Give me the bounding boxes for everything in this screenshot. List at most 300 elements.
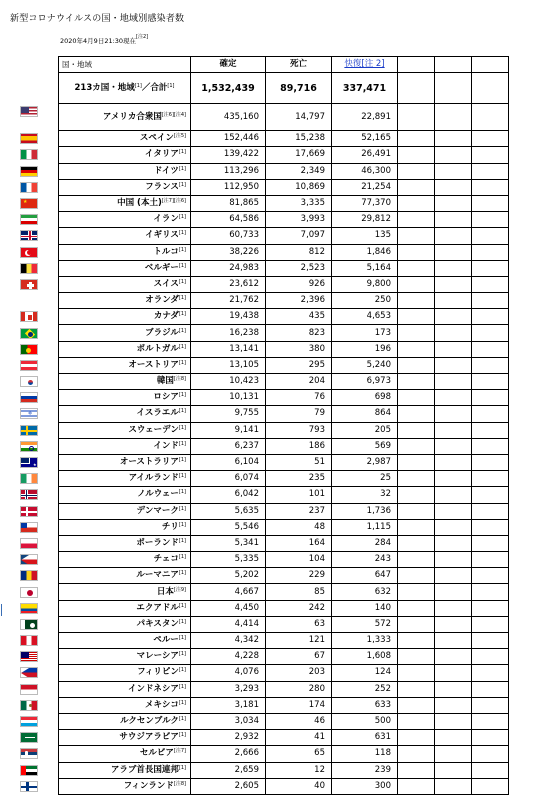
cell-confirmed: 3,034 [191,713,266,729]
empty-cell [472,212,509,228]
cell-deaths: 242 [266,600,332,616]
flag-icon [20,182,38,193]
footnote-ref[interactable]: [1] [178,181,186,188]
country-label[interactable]: ペルー [153,635,179,646]
cell-confirmed: 4,450 [191,600,266,616]
country-name [59,293,191,309]
footnote-ref[interactable]: [1] [178,230,186,237]
cell-recovered: 239 [332,762,398,778]
empty-cell [398,357,435,373]
footnote-ref[interactable]: [1] [178,457,186,464]
empty-cell [472,454,509,470]
table-row [59,357,509,373]
cell-recovered: 864 [332,406,398,422]
flag-icon [20,106,38,117]
country-label[interactable]: オーストラリア [119,457,179,468]
footnote-ref[interactable]: [1] [178,408,186,415]
empty-cell [472,568,509,584]
footnote-ref[interactable]: [1] [178,764,186,771]
empty-cell [472,487,509,503]
empty-cell [398,616,435,632]
cell-deaths: 48 [266,519,332,535]
cell-recovered: 1,608 [332,649,398,665]
country-label[interactable]: ロシア [153,392,179,403]
footnote-ref[interactable]: [1] [178,246,186,253]
table-row [59,454,509,470]
total-row [59,73,509,104]
cell-recovered: 500 [332,713,398,729]
empty-cell [398,697,435,713]
total-confirmed: 1,532,439 [191,73,266,104]
flag-detail [28,315,32,320]
footnote-ref[interactable]: [1] [178,732,186,739]
cell-recovered: 205 [332,422,398,438]
country-label[interactable]: オランダ [145,295,179,306]
footnote-ref[interactable]: [1] [178,667,186,674]
cell-deaths: 12 [266,762,332,778]
flag-icon [20,311,38,322]
footnote-ref[interactable]: [1] [178,327,186,334]
footnote-ref[interactable]: [注8] [173,376,186,383]
page-title: 新型コロナウイルスの国・地域別感染者数 [10,14,185,24]
cell-deaths: 174 [266,697,332,713]
table-row [59,341,509,357]
cell-recovered: 250 [332,293,398,309]
infection-table [58,56,509,795]
footnote-ref[interactable]: [1] [178,537,186,544]
total-note-1[interactable]: [1] [134,83,142,90]
country-label[interactable]: スイス [153,278,179,289]
empty-cell [472,147,509,163]
table-row [59,179,509,195]
country-label[interactable]: セルビア [139,748,174,759]
header-empty-2 [435,57,472,73]
table-row [59,422,509,438]
country-label[interactable]: アラブ首長国連邦 [110,764,179,775]
cell-recovered: 21,254 [332,179,398,195]
empty-cell [435,568,472,584]
empty-cell [398,104,435,131]
empty-cell [398,244,435,260]
cell-deaths: 85 [266,584,332,600]
empty-cell [435,487,472,503]
table-row [59,374,509,390]
cell-confirmed: 9,755 [191,406,266,422]
empty-cell [398,568,435,584]
flag-icon [20,214,38,225]
cell-deaths: 235 [266,471,332,487]
cell-confirmed: 10,131 [191,390,266,406]
flag-detail [21,766,26,776]
empty-cell [472,195,509,211]
country-label[interactable]: サウジアラビア [119,732,179,743]
cell-deaths: 204 [266,374,332,390]
empty-cell [435,390,472,406]
cell-confirmed: 5,635 [191,503,266,519]
empty-cell [435,762,472,778]
empty-cell [398,341,435,357]
flag-detail [28,332,33,337]
flag-icon [20,344,38,355]
empty-cell [398,195,435,211]
empty-cell [398,487,435,503]
footnote-ref[interactable]: [1] [178,424,186,431]
table-row [59,503,509,519]
total-suffix: ／合計 [141,83,168,94]
cell-confirmed: 4,414 [191,616,266,632]
flag-detail [29,446,34,451]
footnote-ref[interactable]: [1] [178,149,186,156]
table-row [59,163,509,179]
cell-deaths: 104 [266,552,332,568]
country-name [59,309,191,325]
footnote-ref[interactable]: [1] [178,602,186,609]
empty-cell [472,228,509,244]
empty-cell [398,276,435,292]
flag-icon [20,700,38,711]
flag-detail [27,250,32,255]
footnote-ref[interactable]: [1] [178,651,186,658]
country-label[interactable]: チェコ [153,554,179,565]
cell-recovered: 26,491 [332,147,398,163]
country-label[interactable]: カナダ [153,311,179,322]
cell-recovered: 243 [332,552,398,568]
empty-cell [398,471,435,487]
footnote-ref[interactable]: [注6][注4] [161,111,186,118]
country-label[interactable]: ルクセンブルク [120,716,179,727]
cell-recovered: 569 [332,438,398,454]
footnote-ref[interactable]: [1] [178,295,186,302]
footnote-ref[interactable]: [1] [178,716,186,723]
country-name [59,357,191,373]
flag-icon [20,667,38,678]
flag-detail [21,668,29,678]
cell-deaths: 812 [266,244,332,260]
empty-cell [398,212,435,228]
flag-detail [27,590,33,596]
footnote-ref[interactable]: [注5] [173,133,186,140]
footnote-ref[interactable]: [1] [178,635,186,642]
cell-confirmed: 113,296 [191,163,266,179]
date-stamp [60,36,148,45]
cell-recovered: 6,973 [332,374,398,390]
header-country[interactable]: 国・地域 [59,57,191,73]
empty-cell [398,649,435,665]
empty-cell [398,73,435,104]
total-label [59,73,191,104]
table-row [59,600,509,616]
flag-detail [21,555,29,565]
empty-cell [435,519,472,535]
table-row [59,260,509,276]
country-label[interactable]: スペイン [139,133,174,144]
cell-deaths: 14,797 [266,104,332,131]
footnote-ref[interactable]: [1] [178,392,186,399]
empty-cell [435,357,472,373]
footnote-ref[interactable]: [1] [178,489,186,496]
flag-detail [28,380,33,385]
country-name [59,535,191,551]
cell-recovered: 9,800 [332,276,398,292]
footnote-ref[interactable]: [1] [178,505,186,512]
country-label[interactable]: ポルトガル [136,343,179,354]
empty-cell [472,131,509,147]
flag-icon [20,198,38,209]
footnote-ref[interactable]: [1] [178,473,186,480]
footnote-ref[interactable]: [1] [178,343,186,350]
cell-recovered: 25 [332,471,398,487]
flag-detail [26,348,31,353]
country-label[interactable]: トルコ [153,246,179,257]
empty-cell [435,730,472,746]
flag-icon [20,554,38,565]
cell-deaths: 793 [266,422,332,438]
country-name [59,600,191,616]
country-label[interactable]: 中国 (本土) [117,198,162,209]
footnote-ref[interactable]: [1] [178,214,186,221]
table-row [59,406,509,422]
total-note-2[interactable]: [1] [167,83,175,90]
country-name [59,519,191,535]
date-note: [注2] [136,34,149,40]
flag-icon [20,651,38,662]
flag-icon [20,328,38,339]
empty-cell [472,293,509,309]
country-name [59,438,191,454]
country-name [59,212,191,228]
cell-confirmed: 435,160 [191,104,266,131]
empty-cell [435,584,472,600]
cell-confirmed: 9,141 [191,422,266,438]
empty-cell [472,730,509,746]
cell-confirmed: 19,438 [191,309,266,325]
empty-cell [472,163,509,179]
header-deaths[interactable]: 死亡 [266,57,332,73]
cell-deaths: 41 [266,730,332,746]
cell-deaths: 79 [266,406,332,422]
empty-cell [435,325,472,341]
flag-icon [20,506,38,517]
country-name [59,552,191,568]
empty-cell [398,730,435,746]
country-name [59,228,191,244]
cell-confirmed: 16,238 [191,325,266,341]
empty-cell [398,325,435,341]
empty-cell [398,633,435,649]
flag-icon [20,149,38,160]
country-label[interactable]: デンマーク [136,505,179,516]
country-label[interactable]: ポーランド [136,537,179,548]
flag-detail [27,284,34,287]
footnote-ref[interactable]: [1] [178,570,186,577]
cell-deaths: 76 [266,390,332,406]
table-row [59,131,509,147]
cell-recovered: 52,165 [332,131,398,147]
flag-detail [21,430,38,432]
empty-cell [472,357,509,373]
cell-deaths: 380 [266,341,332,357]
flag-icon [20,765,38,776]
empty-cell [398,681,435,697]
country-label[interactable]: フィリピン [137,667,179,678]
cell-deaths: 51 [266,454,332,470]
cell-confirmed: 24,983 [191,260,266,276]
flag-detail: ★ [33,462,37,468]
cell-confirmed: 38,226 [191,244,266,260]
country-label[interactable]: インドネシア [127,683,179,694]
empty-cell [435,616,472,632]
footnote-ref[interactable]: [1] [178,521,186,528]
empty-cell [435,163,472,179]
country-name [59,454,191,470]
footnote-ref[interactable]: [1] [178,440,186,447]
flag-icon [20,489,38,500]
table-row [59,535,509,551]
footnote-ref[interactable]: [注7] [173,748,186,755]
cell-recovered: 77,370 [332,195,398,211]
empty-cell [472,584,509,600]
table-row [59,244,509,260]
country-label[interactable]: スウェーデン [128,424,179,435]
header-recovered-link[interactable]: 快復[注 2] [332,57,398,73]
footnote-ref[interactable]: [1] [178,554,186,561]
cell-deaths: 121 [266,633,332,649]
country-name [59,778,191,794]
header-empty-1 [398,57,435,73]
footnote-ref[interactable]: [1] [178,262,186,269]
flag-icon [20,392,38,403]
header-row [59,57,509,73]
flag-icon [20,425,38,436]
empty-cell [472,600,509,616]
flag-detail [21,511,38,513]
cell-deaths: 823 [266,325,332,341]
country-label[interactable]: ベルギー [144,262,179,273]
country-label[interactable]: ドイツ [153,165,179,176]
flag-icon [20,587,38,598]
cell-recovered: 284 [332,535,398,551]
flag-icon [20,538,38,549]
cell-recovered: 252 [332,681,398,697]
empty-cell [435,276,472,292]
cell-recovered: 5,164 [332,260,398,276]
country-label[interactable]: エクアドル [136,602,179,613]
cell-deaths: 3,335 [266,195,332,211]
empty-cell [472,244,509,260]
header-confirmed[interactable]: 確定 [191,57,266,73]
country-label[interactable]: 日本 [156,586,174,597]
footnote-ref[interactable]: [注7][注6] [161,198,186,205]
country-label[interactable]: ルーマニア [136,570,179,581]
empty-cell [472,260,509,276]
country-label[interactable]: チリ [161,521,179,532]
table-row [59,276,509,292]
cell-recovered: 196 [332,341,398,357]
empty-cell [398,131,435,147]
country-label[interactable]: インド [153,440,179,451]
cell-deaths: 17,669 [266,147,332,163]
country-label[interactable]: ブラジル [145,327,179,338]
footnote-ref[interactable]: [1] [178,618,186,625]
empty-cell [472,341,509,357]
empty-cell [472,535,509,551]
flag-icon [20,781,38,792]
cell-confirmed: 4,667 [191,584,266,600]
empty-cell [435,406,472,422]
footnote-ref[interactable]: [1] [178,683,186,690]
country-label[interactable]: イスラエル [136,408,179,419]
empty-cell [398,746,435,762]
country-label[interactable]: オーストリア [128,359,179,370]
cell-deaths: 63 [266,616,332,632]
flag-icon [20,457,38,468]
empty-cell [398,552,435,568]
empty-cell [472,665,509,681]
country-label[interactable]: メキシコ [144,699,179,710]
country-label[interactable]: イラン [153,214,179,225]
cell-deaths: 40 [266,778,332,794]
country-label[interactable]: イタリア [144,149,179,160]
cell-confirmed: 13,141 [191,341,266,357]
footnote-ref[interactable]: [1] [178,311,186,318]
country-name [59,131,191,147]
empty-cell [472,325,509,341]
empty-cell [472,697,509,713]
country-label[interactable]: イギリス [145,230,179,241]
cell-confirmed: 6,104 [191,454,266,470]
flag-icon [20,166,38,177]
cell-recovered: 633 [332,697,398,713]
country-name [59,260,191,276]
empty-cell [472,746,509,762]
cell-recovered: 32 [332,487,398,503]
country-label[interactable]: アイルランド [128,473,179,484]
country-name [59,325,191,341]
empty-cell [398,228,435,244]
country-name [59,374,191,390]
country-label[interactable]: ノルウェー [137,489,179,500]
country-label[interactable]: フィンランド [123,780,174,791]
flag-icon [20,247,38,258]
cell-deaths: 65 [266,746,332,762]
empty-cell [398,600,435,616]
country-name [59,179,191,195]
empty-cell [398,374,435,390]
country-label[interactable]: マレーシア [136,651,179,662]
empty-cell [398,503,435,519]
footnote-ref[interactable]: [1] [178,359,186,366]
footnote-ref[interactable]: [1] [178,165,186,172]
table-row [59,487,509,503]
country-label[interactable]: パキスタン [136,618,179,629]
table-row [59,778,509,794]
empty-cell [472,438,509,454]
flag-icon [20,473,38,484]
country-label[interactable]: フランス [145,181,179,192]
footnote-ref[interactable]: [1] [178,699,186,706]
country-label[interactable]: 韓国 [156,376,174,387]
flag-icon [20,716,38,727]
country-label[interactable]: アメリカ合衆国 [102,111,162,122]
empty-cell [472,713,509,729]
cell-confirmed: 139,422 [191,147,266,163]
footnote-ref[interactable]: [注9] [173,586,186,593]
country-name [59,244,191,260]
empty-cell [435,309,472,325]
footnote-ref[interactable]: [1] [178,278,186,285]
cell-deaths: 229 [266,568,332,584]
footnote-ref[interactable]: [注8] [173,780,186,787]
